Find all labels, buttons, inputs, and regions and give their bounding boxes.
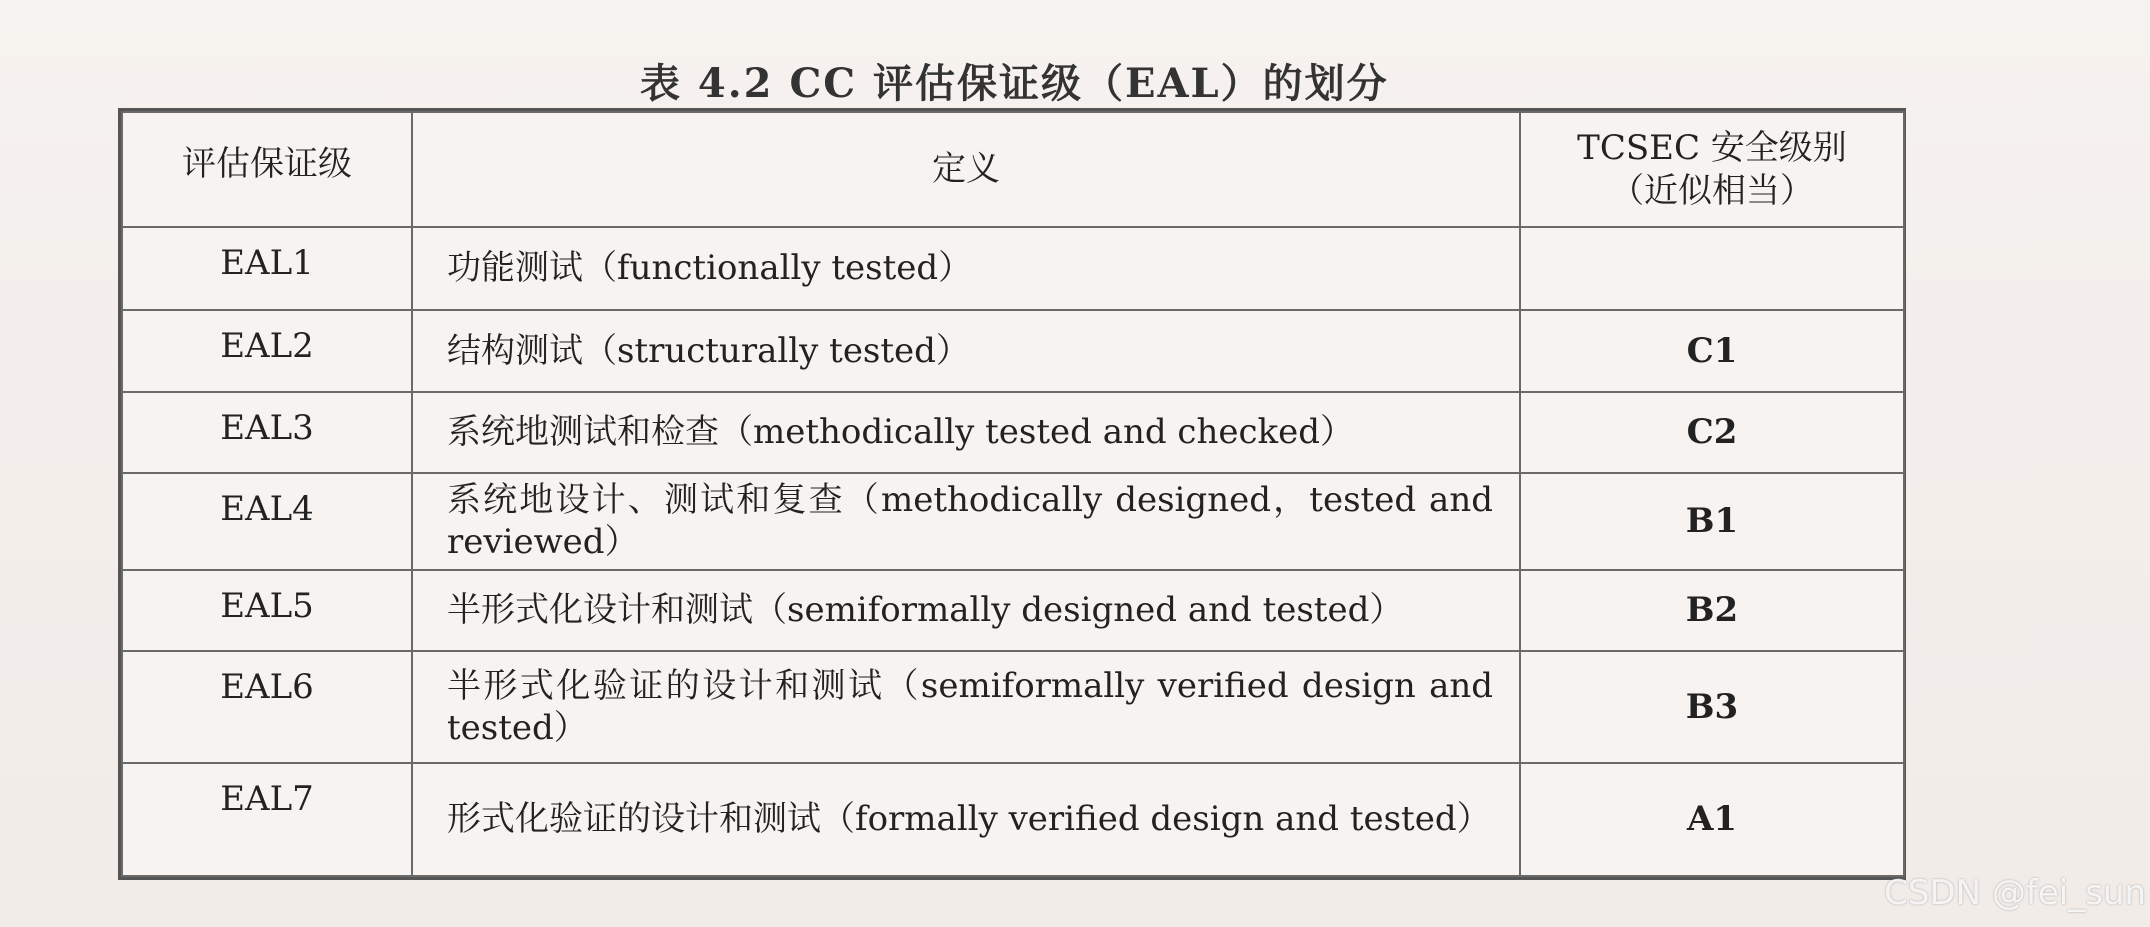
tcsec-cell: C2: [1520, 392, 1904, 473]
level-cell: EAL3: [122, 392, 412, 473]
definition-cell: 半形式化设计和测试（semiformally designed and tested）: [412, 570, 1520, 651]
tcsec-cell: C1: [1520, 310, 1904, 391]
tcsec-cell: B1: [1520, 473, 1904, 570]
table-row: [122, 392, 1904, 473]
definition-cell: 系统地测试和检查（methodically tested and checked）: [412, 392, 1520, 473]
level-cell: EAL5: [122, 570, 412, 651]
table-row: [122, 763, 1904, 876]
eal-table: [118, 108, 1906, 880]
definition-cell: 系统地设计、测试和复查（methodically designed，tested and reviewed）: [412, 473, 1520, 570]
table-row: [122, 651, 1904, 763]
definition-cell: 形式化验证的设计和测试（formally verified design and tested）: [412, 763, 1520, 876]
header-tcsec-line2: （近似相当）: [1610, 170, 1814, 211]
table-header-row: [122, 112, 1904, 227]
tcsec-cell: [1520, 227, 1904, 310]
level-cell: EAL4: [122, 473, 412, 570]
definition-cell: 结构测试（structurally tested）: [412, 310, 1520, 391]
header-level: 评估保证级: [122, 112, 412, 227]
header-definition: 定义: [412, 112, 1520, 227]
tcsec-cell: A1: [1520, 763, 1904, 876]
table-row: [122, 310, 1904, 391]
tcsec-cell: B2: [1520, 570, 1904, 651]
tcsec-cell: B3: [1520, 651, 1904, 763]
level-cell: EAL1: [122, 227, 412, 310]
table-row: [122, 227, 1904, 310]
header-tcsec-line1: TCSEC 安全级别: [1577, 128, 1847, 168]
table-caption: 表 4.2 CC 评估保证级（EAL）的划分: [640, 60, 1389, 107]
level-cell: EAL2: [122, 310, 412, 391]
table-row: [122, 570, 1904, 651]
header-tcsec: [1520, 112, 1904, 227]
level-cell: EAL7: [122, 763, 412, 876]
table-row: [122, 473, 1904, 570]
watermark: CSDN @fei_sun: [1884, 873, 2146, 913]
level-cell: EAL6: [122, 651, 412, 763]
eal-table-grid: [121, 111, 1905, 877]
definition-cell: 功能测试（functionally tested）: [412, 227, 1520, 310]
definition-cell: 半形式化验证的设计和测试（semiformally verified design and tested）: [412, 651, 1520, 763]
